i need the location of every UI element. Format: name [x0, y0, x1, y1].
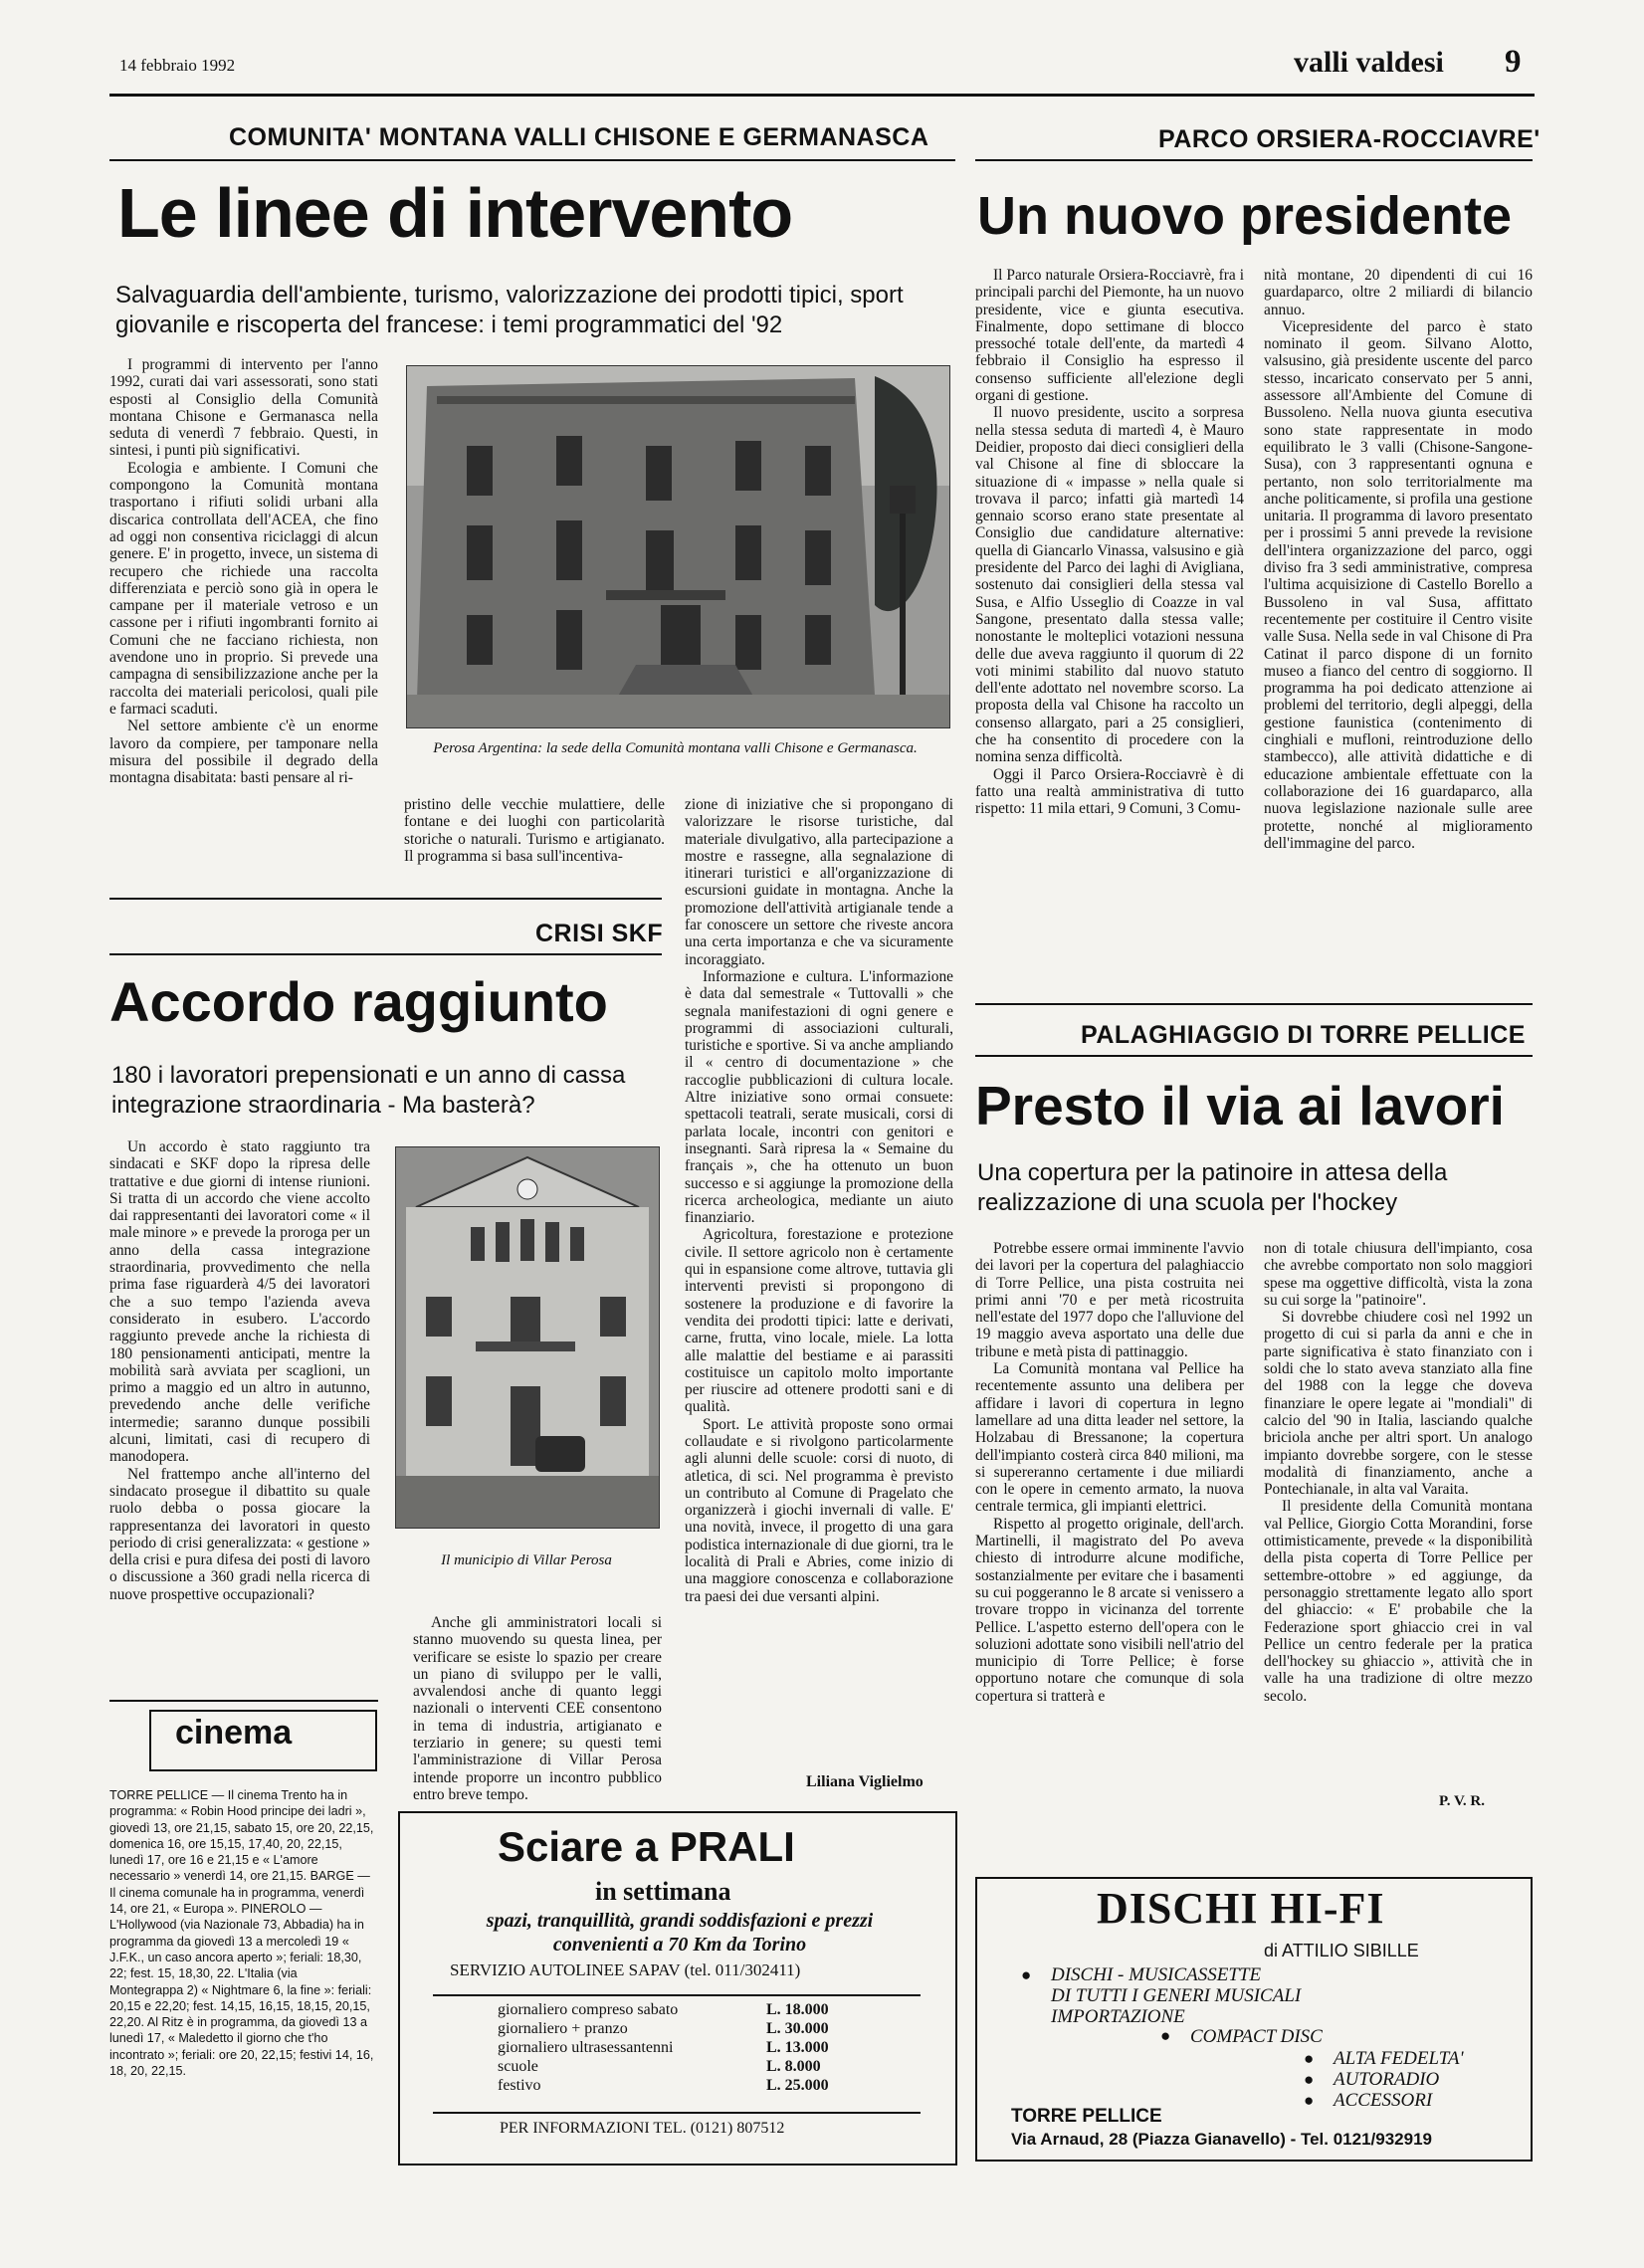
prali-tagline: spazi, tranquillità, grandi soddisfazioni e prezzi convenienti a 70 Km da Torino	[486, 1910, 874, 1956]
paragraph: Rispetto al progetto originale, dell'arch. Martinelli, il magistrato del Po aveva chiesto di introdurre alcune modifiche, sostanzialmente per evitare che i basamenti su cui poggeranno le 8 arcate si venissero a trovare troppo in vicinanza del torrente Pellice. L'aspetto esterno dell'opera con le soluzioni adottate sono visibili nell'atrio del municipio di Torre Pellice; è forse opportuno notare che comunque di sola copertura si tratterà e	[975, 1515, 1244, 1705]
hockey-kicker-rule	[975, 1055, 1533, 1057]
prali-subtitle: in settimana	[595, 1877, 731, 1906]
hockey-top-rule	[975, 1003, 1533, 1005]
photo-villar-municipio	[395, 1146, 660, 1529]
paragraph: Informazione e cultura. L'informazione è data dal semestrale « Tuttovalli » che segnala manifestazioni di ogni genere e programmi di associazioni culturali, turistiche e sportive. Si va anche ampliando il « centro di documentazione » che raccoglie pubblicazioni di cultura locale. Altre iniziative sono ormai consuete: spettacoli teatrali, serate musicali, corsi di parlata locale, incontri con genitori e insegnanti. Sarà ripresa la « Semaine du français », che ha ottenuto un buon successo e si aggiunge la promozione della ricerca archeologica, mediante un aiuto finanziario.	[685, 967, 953, 1227]
dischi-line: DI TUTTI I GENERI MUSICALI	[1051, 1985, 1302, 2006]
paragraph: Si dovrebbe chiudere così nel 1992 un progetto di cui si parla da anni e che in parte significativa è stato finanziato con i soldi che lo stato aveva stanziato alla fine del 1988 con la legge che doveva finanziare le opere legate ai "mondiali" di calcio del '90 in Italia, lasciando qualche briciola anche per altri sport. Un analogo impianto dovrebbe sorgere, con le stesse modalità di finanziamento, anche a Pontechianale, in alta val Varaita.	[1264, 1309, 1533, 1499]
paragraph: I programmi di intervento per l'anno 1992, curati dai vari assessorati, sono stati esposti al Consiglio della Comunità montana Chisone e Germanasca nella seduta di venerdì 7 febbraio. Questi, in sintesi, i punti più significativi.	[109, 356, 378, 460]
left-kicker-rule	[109, 159, 955, 161]
dischi-line: IMPORTAZIONE	[1051, 2006, 1185, 2027]
hockey-kicker: PALAGHIAGGIO DI TORRE PELLICE	[1081, 1021, 1526, 1049]
paragraph: La Comunità montana val Pellice ha recentemente assunto una delibera per affidare i lavori di copertura in legno lamellare ad una ditta leader nel settore, la Holzabau di Bressanone; la copertura dell'impianto costerà circa 840 milioni, ma si supereranno certamente i due miliardi con le opere in cemento armato, la nuova centrale termica, gli impianti elettrici.	[975, 1360, 1244, 1516]
prali-title: Sciare a PRALI	[498, 1823, 795, 1870]
paper-name: valli valdesi	[1294, 46, 1444, 79]
paragraph: Vicepresidente del parco è stato nominato il geom. Silvano Alotto, valsusino, già presidente uscente del parco stesso, incaricato conservato per 5 anni, assessore all'Ambiente del Comune di Bussoleno. Nella nuova giunta esecutiva sono state rappresentate in modo equilibrato le 3 valli (Chisone-Sangone-Susa), con 3 rappresentanti ognuna e pertanto, non solo territorialmente ma anche politicamente, si profila una gestione unitaria. Il programma di lavoro presentato per i prossimi 5 anni prevede la revisione dell'intera organizzazione del parco, oggi diviso fra 3 sedi amministrative, compresa l'ultima acquisizione di Castello Borello a Bussoleno in val Susa, affittato recentemente per costituire il Centro visite valle Susa. Nella sede in val Chisone di Pra Catinat il parco dispone di un fornito museo a fianco del centro di soggiorno. Il programma ha poi dedicato attenzione ai problemi del territorio, degli alpeggi, della gestione faunistica (contenimento di cinghiali e mufloni, reintroduzione dello stambecco), alle attività didattiche e di educazione ambientale effettuate con la collaborazione dei 16 guardaparco, alla nuova legislazione nazionale sulle aree protette, nonché al miglioramento dell'immagine del parco.	[1264, 317, 1533, 852]
left-col3	[685, 796, 953, 1767]
price-value: L. 25.000	[766, 2077, 829, 2094]
dischi-owner: di ATTILIO SIBILLE	[1264, 1941, 1419, 1960]
paragraph: Il Parco naturale Orsiera-Rocciavrè, fra i principali parchi del Piemonte, ha un nuovo presidente, vice e giunta esecutiva. Finalmente, dopo settimane di blocco pressoché totale dell'ente, da martedì 4 febbraio il Consiglio ha espresso il consenso sufficiente all'elezione degli organi di gestione.	[975, 267, 1244, 405]
parco-kicker-rule	[975, 159, 1533, 161]
hockey-headline: Presto il via ai lavori	[975, 1075, 1505, 1136]
prali-price-table	[498, 2000, 856, 2095]
paragraph: Agricoltura, forestazione e protezione civile. Il settore agricolo non è certamente qui in espansione come altrove, tuttavia gli interventi previsti si propongono di sostenere la produzione e di favorire la vendita dei prodotti tipici: latte e derivati, carne, frutta, vino locale, miele. La lotta alle malattie del bestiame e ai parassiti costituisce un capitolo molto importante per riuscire ad ottenere prodotti sani e di qualità.	[685, 1226, 953, 1416]
hockey-signature: P. V. R.	[1439, 1793, 1485, 1809]
left-col1	[109, 356, 378, 882]
page-number: 9	[1505, 44, 1522, 80]
paragraph: Ecologia e ambiente. I Comuni che compongono la Comunità montana trasportano i rifiuti solidi urbani alla discarica controllata dell'ACEA, che fino ad oggi non consentiva riciclaggi di alcun genere. E' in progetto, invece, un sistema di recupero che richiede una raccolta differenziata e perciò sono già in opera le campane per il materiale vetroso e un cassone per i rifiuti ingombranti fornito ai Comuni che ne facciano richiesta, non avendone uno in proprio. Si prevede una campagna di sensibilizzazione anche per la raccolta dei materiali pericolosi, quali pile e farmaci scaduti.	[109, 459, 378, 718]
paragraph: Nel settore ambiente c'è un enorme lavoro da compiere, per tamponare nella misura del possibile il degrado della montagna disabitata: basti pensare al ri-	[109, 718, 378, 787]
price-value: L. 13.000	[766, 2039, 829, 2056]
skf-col1	[109, 1138, 370, 1680]
price-row	[498, 2038, 856, 2057]
skf-top-rule	[109, 898, 662, 900]
prali-rule-2	[433, 2112, 921, 2114]
paragraph: nità montane, 20 dipendenti di cui 16 guardaparco, oltre 2 miliardi di bilancio annuo.	[1264, 267, 1533, 318]
page-date: 14 febbraio 1992	[119, 56, 236, 75]
dischi-line-compact: ● COMPACT DISC	[1190, 2026, 1323, 2048]
left-col2	[404, 796, 665, 886]
dischi-title: DISCHI HI-FI	[1097, 1884, 1385, 1933]
parco-col1	[975, 267, 1244, 971]
dischi-line: ● ALTA FEDELTA'	[1334, 2048, 1464, 2069]
skf-kicker-rule	[109, 953, 662, 955]
parco-kicker: PARCO ORSIERA-ROCCIAVRE'	[1158, 125, 1541, 153]
price-label: giornaliero compreso sabato	[498, 2001, 679, 2018]
price-value: L. 8.000	[766, 2058, 821, 2075]
dischi-lines	[1051, 1964, 1301, 2027]
left-deck: Salvaguardia dell'ambiente, turismo, valorizzazione dei prodotti tipici, sport giovanile e riscoperta del francese: i temi programmatici del '92	[115, 282, 904, 338]
left-headline: Le linee di intervento	[117, 174, 793, 252]
paragraph: zione di iniziative che si propongano di valorizzare le risorse turistiche, dal materiale divulgativo, alla partecipazione a mostre e rassegne, alla segnalazione di itinerari turistici e all'organizzazione di escursioni guidate in montagna. Anche la promozione dell'attività artigianale tende a far conoscere un settore che riveste ancora una certa importanza e che va sicuramente incoraggiato.	[685, 796, 953, 968]
skf-col2	[413, 1614, 662, 1803]
prali-rule-1	[433, 1994, 921, 1996]
cinema-box-top	[109, 1700, 378, 1702]
price-row	[498, 2019, 856, 2038]
paragraph: Il nuovo presidente, uscito a sorpresa nella stessa seduta di martedì 4, è Mauro Deidier, proposto dai dieci consiglieri della val Chisone al fine di sbloccare la situazione di « impasse » nella quale si trovava il parco; infatti già martedì 14 gennaio scorso erano state presentate al Consiglio due candidature alternative: quella di Giancarlo Vinassa, valsusino e già presidente del Parco dei laghi di Avigliana, sostenuto dai consiglieri della stessa val Susa, e Alfio Usseglio di Coazze in val Sangone, presentato dalla stessa valle; nonostante le molteplici votazioni nessuna delle due aveva raggiunto il quorum di 22 voti minimi stabilito dal nuovo statuto dell'ente adottato nel novembre scorso. La proposta della val Chisone ha raccolto un consenso allargato, pari a 25 consiglieri, che ha consentito di procedere con la nomina senza difficoltà.	[975, 404, 1244, 766]
dischi-line: ● DISCHI - MUSICASSETTE	[1051, 1964, 1301, 1985]
dischi-lines-right	[1334, 2048, 1464, 2111]
price-label: festivo	[498, 2077, 541, 2094]
paragraph: Il presidente della Comunità montana val Pellice, Giorgio Cotta Morandini, forse ottimisticamente, prevede « la disponibilità della pista coperta di Torre Pellice per settembre-ottobre » ed aggiunge, da personaggio strettamente legato allo sport del ghiaccio: « E' probabile che la Federazione sport ghiaccio crei in val Pellice un centro federale per la pratica dell'hockey su ghiaccio », attività che in valle ha una tradizione di oltre mezzo secolo.	[1264, 1498, 1533, 1705]
hockey-col1	[975, 1240, 1244, 1821]
masthead-rule	[109, 94, 1535, 97]
price-row	[498, 2057, 856, 2076]
prali-service: SERVIZIO AUTOLINEE SAPAV (tel. 011/302411)	[450, 1960, 801, 1979]
price-label: giornaliero + pranzo	[498, 2020, 628, 2037]
dischi-line: ● AUTORADIO	[1334, 2069, 1464, 2090]
paragraph: non di totale chiusura dell'impianto, cosa che avrebbe comportato non solo maggiori spese ma oggettive difficoltà, vista la zona su cui sorge la "patinoire".	[1264, 1240, 1533, 1309]
prali-info: PER INFORMAZIONI TEL. (0121) 807512	[500, 2120, 785, 2137]
price-label: scuole	[498, 2058, 538, 2075]
paragraph: Anche gli amministratori locali si stanno muovendo su questa linea, per verificare se esiste lo spazio per creare un piano di sviluppo per le valli, avvalendosi anche di quanto leggi nazionali o interventi CEE consentono in tema di industria, artigianato e terziario in genere; su questi temi l'amministrazione di Villar Perosa intende proporre un incontro pubblico entro breve tempo.	[413, 1614, 662, 1803]
paragraph: Oggi il Parco Orsiera-Rocciavrè è di fatto una realtà amministrativa di tutto rispetto: 11 mila ettari, 9 Comuni, 3 Comu-	[975, 765, 1244, 818]
price-value: L. 18.000	[766, 2001, 829, 2018]
left-kicker: COMUNITA' MONTANA VALLI CHISONE E GERMANASCA	[229, 123, 929, 151]
paragraph: Nel frattempo anche all'interno del sindacato prosegue il dibattito su quale ruolo debba o possa giocare la rappresentanza dei lavoratori in questo periodo di crisi generalizzata: « gestione » della crisi e pura difesa dei posti di lavoro o discussione a 360 gradi nella ricerca di nuove prospettive occupazionali?	[109, 1465, 370, 1603]
skf-deck: 180 i lavoratori prepensionati e un anno di cassa integrazione straordinaria - Ma basterà?	[111, 1062, 626, 1119]
dischi-town: TORRE PELLICE	[1011, 2106, 1162, 2127]
building-illustration	[407, 366, 949, 727]
dischi-line: ● ACCESSORI	[1334, 2090, 1464, 2111]
left-signature: Liliana Viglielmo	[806, 1773, 924, 1790]
price-row	[498, 2000, 856, 2019]
parco-col2	[1264, 267, 1533, 971]
paragraph: pristino delle vecchie mulattiere, delle fontane e dei luoghi con particolarità storiche o naturali. Turismo e artigianato. Il programma si basa sull'incentiva-	[404, 796, 665, 865]
paragraph: Un accordo è stato raggiunto tra sindacati e SKF dopo la ripresa delle trattative e due giorni di intense riunioni. Si tratta di un accordo che viene accolto dai rappresentanti dei lavoratori come « il male minore » e prevede la proroga per un anno della cassa integrazione straordinaria, provvedimento che nella prima fase riguarderà 4/5 dei lavoratori che a suo tempo l'azienda aveva considerato in esubero. L'accordo raggiunto prevede anche la richiesta di 180 pensionamenti anticipati, mentre la mobilità sarà avviata per scaglioni, un primo a maggio ed un altro in autunno, prevedendo anche delle verifiche intermedie; saranno dunque possibili alcuni, limitati, casi di recupero di manodopera.	[109, 1138, 370, 1466]
price-label: giornaliero ultrasessantenni	[498, 2039, 674, 2056]
skf-kicker: CRISI SKF	[535, 920, 664, 947]
skf-photo-caption: Il municipio di Villar Perosa	[441, 1552, 612, 1568]
parco-headline: Un nuovo presidente	[977, 186, 1513, 246]
cinema-listings	[109, 1787, 374, 2165]
photo-perosa-building	[406, 365, 950, 728]
skf-headline: Accordo raggiunto	[109, 970, 608, 1033]
municipio-illustration	[396, 1147, 659, 1528]
paragraph: Sport. Le attività proposte sono ormai collaudate e si rivolgono particolarmente agli alunni delle scuole: corsi di nuoto, di atletica, di sci. Nel programma è previsto un contributo al Comune di Pragelato che organizzerà i giochi invernali di valle. E' una novità, invece, il progetto di una gara podistica internazionale di due giorni, tra le località di Prali e Abries, come inizio di una maggiore conoscenza e collaborazione tra paesi dei due versanti alpini.	[685, 1415, 953, 1605]
price-value: L. 30.000	[766, 2020, 829, 2037]
paragraph: Potrebbe essere ormai imminente l'avvio dei lavori per la copertura del palaghiaccio di Torre Pellice, una pista costruita nei primi anni '70 e per metà ricostruita nell'estate del 1977 dopo che l'alluvione del 19 maggio aveva asportato una delle due tribune e metà pista di pattinaggio.	[975, 1240, 1244, 1360]
cinema-text: TORRE PELLICE — Il cinema Trento ha in programma: « Robin Hood principe dei ladri », giovedì 13, ore 21,15, sabato 15, ore 20, 22,15, domenica 16, ore 15,15, 17,40, 20, 22,15, lunedì 17, ore 16 e 21,15 e « L'amore necessario » venerdì 14, ore 21,15. BARGE — Il cinema comunale ha in programma, venerdì 14, ore 21, « Europa ». PINEROLO — L'Hollywood (via Nazionale 73, Abbadia) ha in programma da giovedì 13 a mercoledì 19 « J.F.K., un caso ancora aperto »; feriali: 18,30, 22; fest. 15, 18,30, 22. L'Italia (via Montegrappa 2) « Nightmare 6, la fine »: feriali: 20,15 e 22,20; fest. 14,15, 16,15, 18,15, 20,15, 22,20. Al Ritz è in programma, da giovedì 13 a lunedì 17, « Maledetto il giorno che t'ho incontrato »; feriali: ore 20, 22,15; festivi 14, 16, 18, 20, 22,15.	[109, 1788, 374, 2079]
hockey-deck: Una copertura per la patinoire in attesa della realizzazione di una scuola per l'hockey	[977, 1159, 1448, 1216]
hockey-col2	[1264, 1240, 1533, 1787]
left-photo-caption: Perosa Argentina: la sede della Comunità montana valli Chisone e Germanasca.	[433, 740, 918, 756]
dischi-address: Via Arnaud, 28 (Piazza Gianavello) - Tel. 0121/932919	[1011, 2130, 1432, 2149]
cinema-title: cinema	[175, 1714, 293, 1752]
price-row	[498, 2076, 856, 2095]
